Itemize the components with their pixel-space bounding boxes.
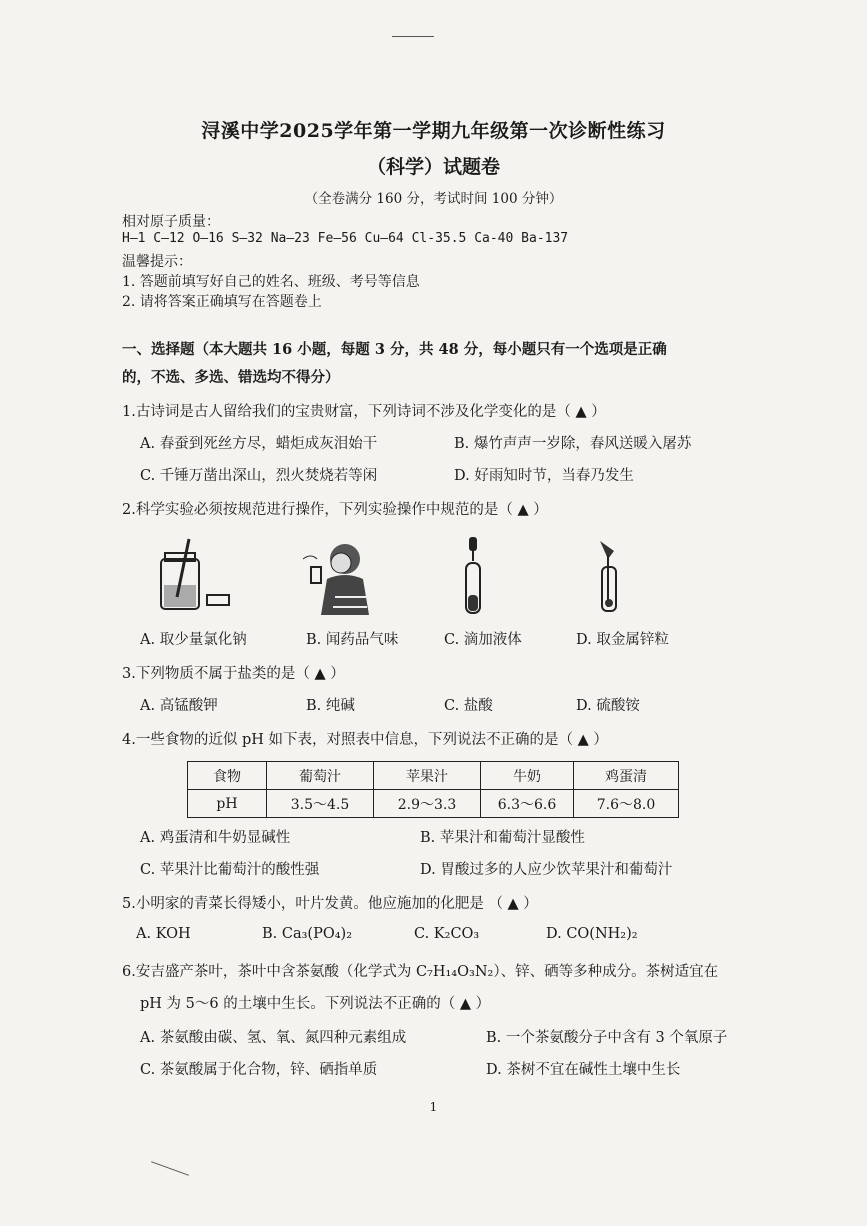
- question-6-stem: 6.安吉盛产茶叶，茶叶中含茶氨酸（化学式为 C₇H₁₄O₃N₂）、锌、硒等多种成分。茶树适宜在: [122, 964, 719, 980]
- question-6-stem-cont: pH 为 5～6 的土壤中生长。下列说法不正确的（ ▲ ）: [140, 996, 491, 1012]
- question-4-option-a: A. 鸡蛋清和牛奶显碱性: [140, 830, 291, 846]
- question-3-option-c: C. 盐酸: [444, 698, 493, 714]
- tips-label: 温馨提示：: [122, 254, 192, 270]
- tip-2: 2. 请将答案正确填写在答题卷上: [122, 294, 322, 310]
- question-6-option-b: B. 一个茶氨酸分子中含有 3 个氧原子: [486, 1030, 728, 1046]
- question-4-option-d: D. 胃酸过多的人应少饮苹果汁和葡萄汁: [420, 862, 673, 878]
- atomic-mass-label: 相对原子质量：: [122, 214, 220, 230]
- question-5-option-b: B. Ca₃(PO₄)₂: [262, 926, 353, 942]
- question-1-option-c: C. 千锤万凿出深山，烈火焚烧若等闲: [140, 468, 378, 484]
- table-cell: pH: [188, 790, 267, 818]
- question-2-option-d: D. 取金属锌粒: [576, 632, 669, 648]
- zinc-tweezers-illustration: [590, 537, 630, 617]
- table-header-cell: 鸡蛋清: [574, 762, 679, 790]
- table-row: [188, 762, 679, 790]
- question-2-option-a: A. 取少量氯化钠: [140, 632, 247, 648]
- question-1-option-b: B. 爆竹声声一岁除，春风送暖入屠苏: [454, 436, 692, 452]
- question-3-option-a: A. 高锰酸钾: [140, 698, 218, 714]
- table-header-cell: 苹果汁: [374, 762, 481, 790]
- table-cell: 3.5～4.5: [267, 790, 374, 818]
- scan-artifact: [151, 1161, 189, 1176]
- table-row: [188, 790, 679, 818]
- question-5-option-c: C. K₂CO₃: [414, 926, 480, 942]
- exam-title: 浔溪中学2025学年第一学期九年级第一次诊断性练习: [201, 120, 666, 142]
- smelling-person-illustration: [297, 537, 382, 617]
- salt-jar-illustration: [155, 537, 235, 617]
- question-1-stem: 1.古诗词是古人留给我们的宝贵财富，下列诗词不涉及化学变化的是（ ▲ ）: [122, 404, 606, 420]
- table-header-cell: 牛奶: [481, 762, 574, 790]
- question-5-stem: 5.小明家的青菜长得矮小，叶片发黄。他应施加的化肥是 （ ▲ ）: [122, 896, 538, 912]
- table-cell: 6.3～6.6: [481, 790, 574, 818]
- question-1-option-a: A. 春蚕到死丝方尽，蜡炬成灰泪始干: [140, 436, 378, 452]
- table-cell: 2.9～3.3: [374, 790, 481, 818]
- table-header-cell: 食物: [188, 762, 267, 790]
- question-1-option-d: D. 好雨知时节，当春乃发生: [454, 468, 634, 484]
- section-heading: 一、选择题（本大题共 16 小题，每题 3 分，共 48 分，每小题只有一个选项是正确: [122, 341, 667, 358]
- exam-note: （全卷满分 160 分，考试时间 100 分钟）: [304, 191, 563, 207]
- question-2-option-b: B. 闻药品气味: [306, 632, 399, 648]
- question-4-option-b: B. 苹果汁和葡萄汁显酸性: [420, 830, 585, 846]
- question-3-option-b: B. 纯碱: [306, 698, 355, 714]
- question-6-option-d: D. 茶树不宜在碱性土壤中生长: [486, 1062, 681, 1078]
- question-6-option-a: A. 茶氨酸由碳、氢、氧、氮四种元素组成: [140, 1030, 407, 1046]
- tip-1: 1. 答题前填写好自己的姓名、班级、考号等信息: [122, 274, 420, 290]
- dropper-illustration: [458, 537, 488, 617]
- page-number: 1: [429, 1100, 438, 1114]
- ph-table: [187, 761, 679, 818]
- question-5-option-d: D. CO(NH₂)₂: [546, 926, 638, 942]
- table-cell: 7.6～8.0: [574, 790, 679, 818]
- question-6-option-c: C. 茶氨酸属于化合物，锌、硒指单质: [140, 1062, 378, 1078]
- question-5-option-a: A. KOH: [136, 926, 191, 942]
- question-4-option-c: C. 苹果汁比葡萄汁的酸性强: [140, 862, 320, 878]
- question-2-stem: 2.科学实验必须按规范进行操作，下列实验操作中规范的是（ ▲ ）: [122, 502, 548, 518]
- question-2-option-c: C. 滴加液体: [444, 632, 522, 648]
- question-3-stem: 3.下列物质不属于盐类的是（ ▲ ）: [122, 666, 345, 682]
- question-3-option-d: D. 硫酸铵: [576, 698, 640, 714]
- question-4-stem: 4.一些食物的近似 pH 如下表，对照表中信息，下列说法不正确的是（ ▲ ）: [122, 732, 608, 748]
- scan-artifact: [392, 36, 434, 37]
- table-header-cell: 葡萄汁: [267, 762, 374, 790]
- atomic-mass-values: H—1 C—12 O—16 S—32 Na—23 Fe—56 Cu—64 Cl-35.5 Ca-40 Ba-137: [122, 231, 569, 246]
- exam-subtitle: （科学）试题卷: [366, 156, 500, 178]
- section-heading-cont: 的，不选、多选、错选均不得分）: [122, 369, 340, 386]
